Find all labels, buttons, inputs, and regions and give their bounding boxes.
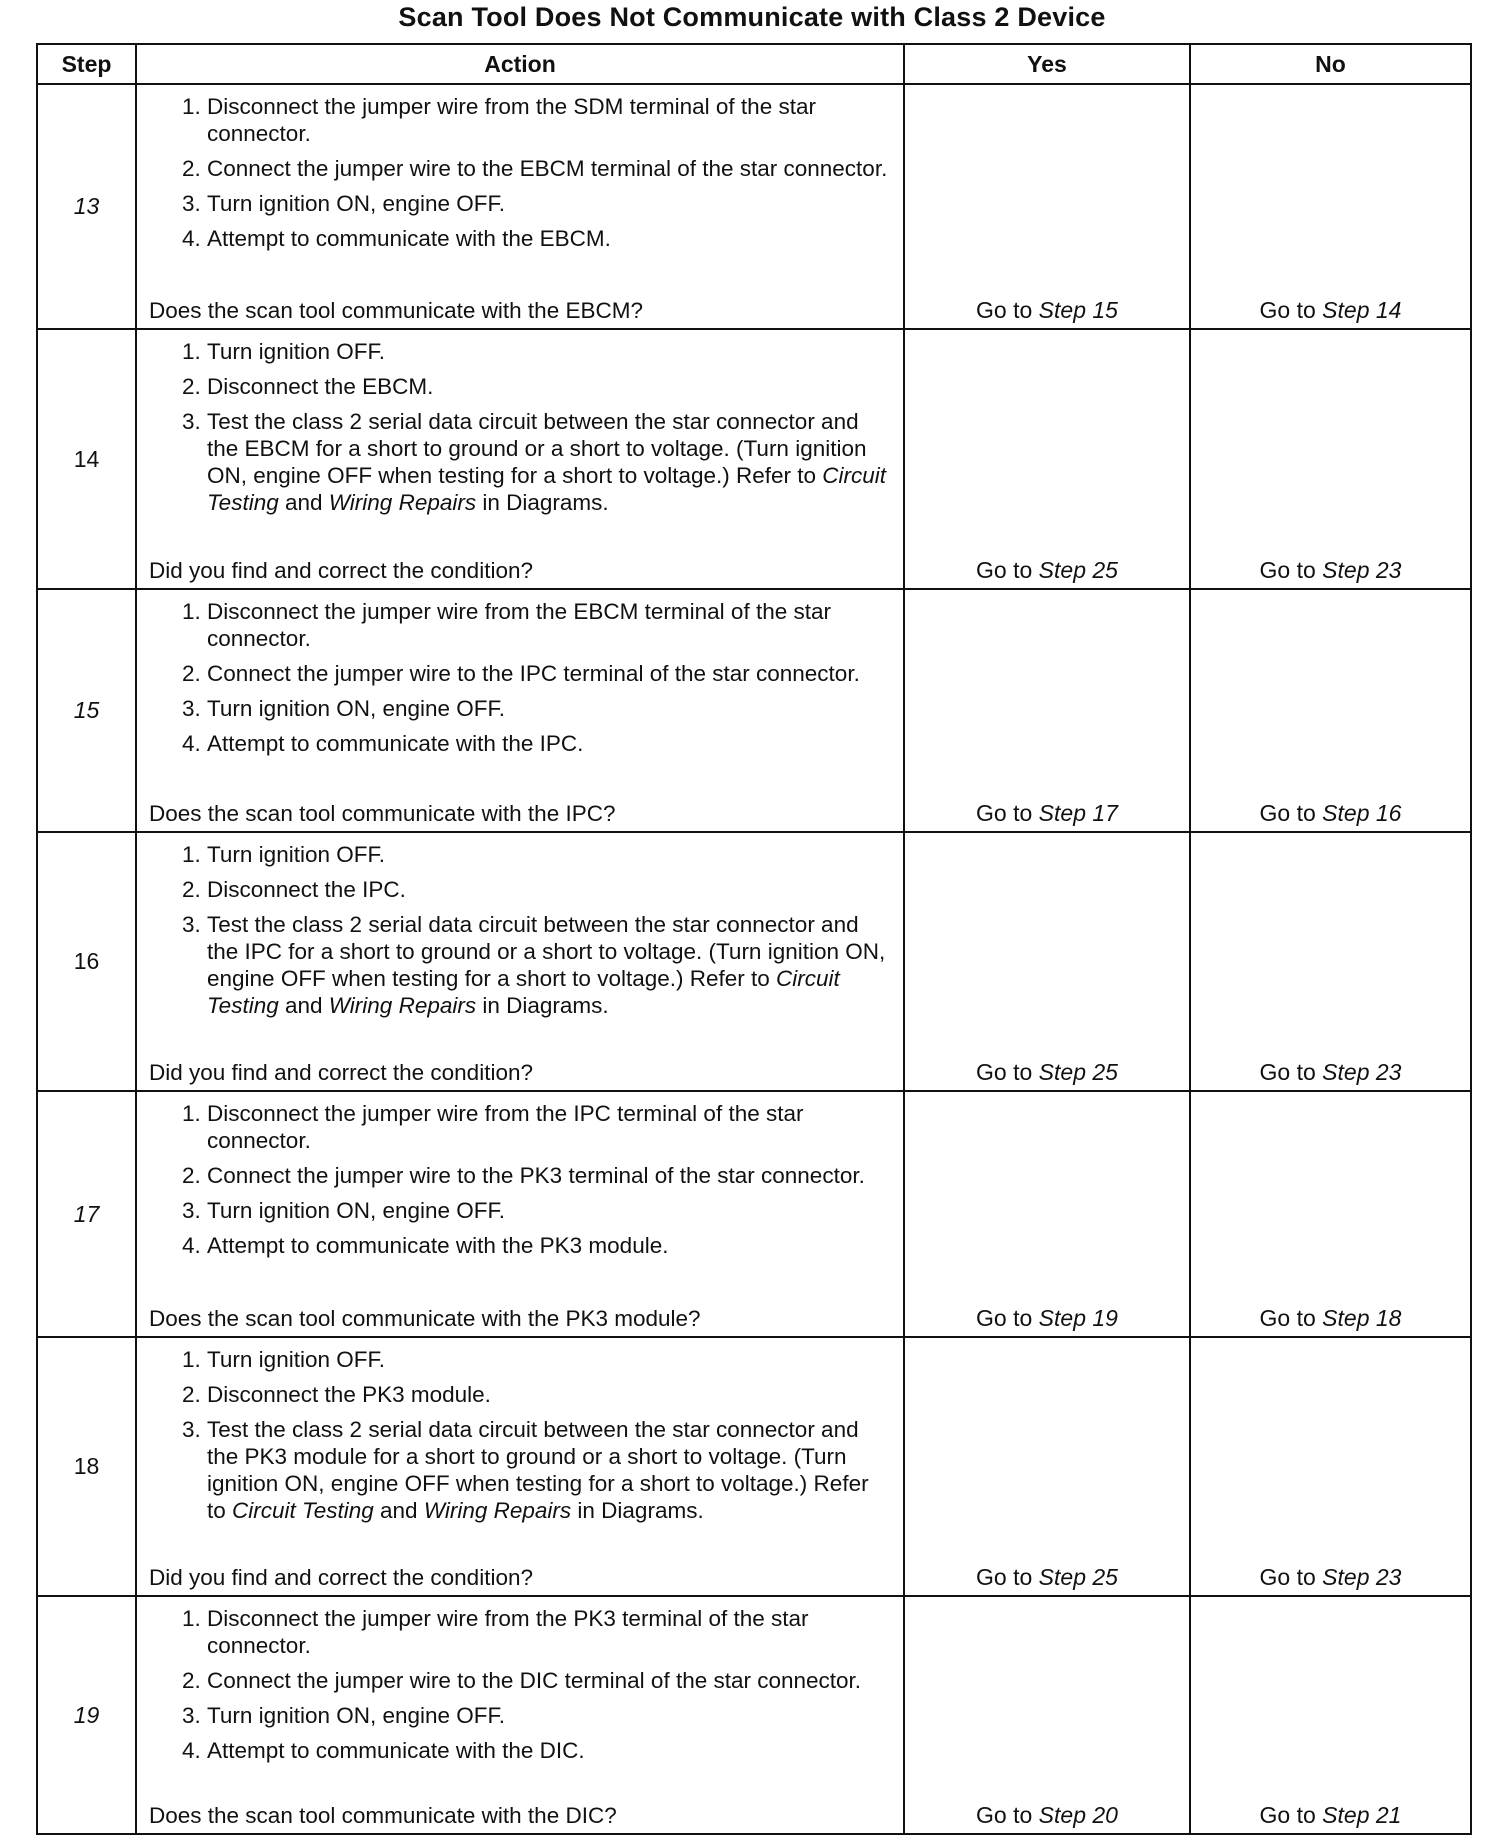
no-result: Go to Step 23 [1190,832,1471,1091]
action-question: Does the scan tool communicate with the EBCM? [149,298,643,323]
action-step: 1. Disconnect the jumper wire from the EBCM terminal of the star connector. [207,598,893,652]
action-cell [136,1596,904,1834]
step-reference: Step 16 [1322,800,1402,826]
step-number: 14 [37,329,136,589]
table-row [37,1337,1471,1596]
action-step: 3. Turn ignition ON, engine OFF. [207,190,893,217]
action-step: 4. Attempt to communicate with the EBCM. [207,225,893,252]
action-steps [149,1605,893,1772]
action-cell [136,329,904,589]
action-step: 1. Disconnect the jumper wire from the PK3 terminal of the star connector. [207,1605,893,1659]
action-question: Does the scan tool communicate with the PK3 module? [149,1306,701,1331]
action-step: 3. Test the class 2 serial data circuit between the star connector and the PK3 module for a short to ground or a short to voltage. (Turn ignition ON, engine OFF when testing for a short to voltage.) Refer to Circuit Testing and Wiring Repairs in Diagrams. [207,1416,893,1524]
step-reference: Step 20 [1038,1802,1118,1828]
action-question: Did you find and correct the condition? [149,558,533,583]
header-no: No [1190,44,1471,84]
step-reference: Step 25 [1038,1564,1118,1590]
no-result: Go to Step 18 [1190,1091,1471,1337]
action-content [137,1338,903,1595]
action-step: 3. Test the class 2 serial data circuit between the star connector and the EBCM for a short to ground or a short to voltage. (Turn ignition ON, engine OFF when testing for a short to voltage.) Refer to Circuit Testing and Wiring Repairs in Diagrams. [207,408,893,516]
step-number: 16 [37,832,136,1091]
action-step: 1. Turn ignition OFF. [207,338,893,365]
step-number: 18 [37,1337,136,1596]
action-cell [136,589,904,832]
action-steps [149,598,893,765]
step-reference: Step 17 [1038,800,1118,826]
step-number: 17 [37,1091,136,1337]
action-content [137,1092,903,1336]
action-steps [149,1346,893,1532]
action-question: Does the scan tool communicate with the IPC? [149,801,616,826]
diagnostic-table [36,43,1472,1835]
yes-result: Go to Step 25 [904,1337,1190,1596]
step-reference: Step 18 [1322,1305,1402,1331]
header-yes: Yes [904,44,1190,84]
action-question: Did you find and correct the condition? [149,1060,533,1085]
header-action: Action [136,44,904,84]
step-reference: Step 19 [1038,1305,1118,1331]
step-number: 19 [37,1596,136,1834]
yes-result: Go to Step 17 [904,589,1190,832]
action-step: 1. Turn ignition OFF. [207,1346,893,1373]
action-step: 4. Attempt to communicate with the IPC. [207,730,893,757]
reference-link-text: Circuit Testing [207,966,840,1018]
action-step: 2. Connect the jumper wire to the EBCM terminal of the star connector. [207,155,893,182]
yes-result: Go to Step 25 [904,832,1190,1091]
action-step: 2. Disconnect the EBCM. [207,373,893,400]
action-question: Did you find and correct the condition? [149,1565,533,1590]
table-row [37,84,1471,329]
step-reference: Step 23 [1322,1564,1402,1590]
action-content [137,833,903,1090]
action-step: 2. Connect the jumper wire to the PK3 terminal of the star connector. [207,1162,893,1189]
yes-result: Go to Step 25 [904,329,1190,589]
reference-link-text: Wiring Repairs [423,1498,572,1523]
action-steps [149,338,893,524]
action-step: 4. Attempt to communicate with the PK3 module. [207,1232,893,1259]
step-number: 13 [37,84,136,329]
step-reference: Step 25 [1038,557,1118,583]
action-cell [136,1337,904,1596]
action-steps [149,93,893,260]
action-step: 1. Disconnect the jumper wire from the SDM terminal of the star connector. [207,93,893,147]
table-row [37,1596,1471,1834]
action-step: 3. Turn ignition ON, engine OFF. [207,695,893,722]
action-cell [136,1091,904,1337]
yes-result: Go to Step 20 [904,1596,1190,1834]
action-content [137,85,903,328]
no-result: Go to Step 16 [1190,589,1471,832]
action-step: 1. Turn ignition OFF. [207,841,893,868]
action-step: 2. Disconnect the PK3 module. [207,1381,893,1408]
step-number: 15 [37,589,136,832]
reference-link-text: Circuit Testing [207,463,887,515]
step-reference: Step 14 [1322,297,1402,323]
action-steps [149,841,893,1027]
page-title: Scan Tool Does Not Communicate with Class 2 Device [398,2,1106,32]
action-step: 2. Connect the jumper wire to the IPC terminal of the star connector. [207,660,893,687]
no-result: Go to Step 23 [1190,1337,1471,1596]
step-reference: Step 15 [1038,297,1118,323]
action-cell [136,832,904,1091]
action-question: Does the scan tool communicate with the DIC? [149,1803,617,1828]
table-row [37,832,1471,1091]
yes-result: Go to Step 15 [904,84,1190,329]
action-content [137,330,903,588]
no-result: Go to Step 14 [1190,84,1471,329]
table-row [37,1091,1471,1337]
action-cell [136,84,904,329]
action-step: 2. Disconnect the IPC. [207,876,893,903]
action-step: 2. Connect the jumper wire to the DIC terminal of the star connector. [207,1667,893,1694]
action-step: 1. Disconnect the jumper wire from the IPC terminal of the star connector. [207,1100,893,1154]
step-reference: Step 25 [1038,1059,1118,1085]
step-reference: Step 23 [1322,557,1402,583]
action-step: 4. Attempt to communicate with the DIC. [207,1737,893,1764]
table-row [37,589,1471,832]
action-step: 3. Turn ignition ON, engine OFF. [207,1702,893,1729]
step-reference: Step 21 [1322,1802,1402,1828]
yes-result: Go to Step 19 [904,1091,1190,1337]
reference-link-text: Circuit Testing [232,1498,374,1523]
step-reference: Step 23 [1322,1059,1402,1085]
action-step: 3. Test the class 2 serial data circuit between the star connector and the IPC for a short to ground or a short to voltage. (Turn ignition ON, engine OFF when testing for a short to voltage.) Refer to Circuit Testing and Wiring Repairs in Diagrams. [207,911,893,1019]
reference-link-text: Wiring Repairs [328,490,477,515]
header-row [37,44,1471,84]
no-result: Go to Step 23 [1190,329,1471,589]
no-result: Go to Step 21 [1190,1596,1471,1834]
reference-link-text: Wiring Repairs [328,993,477,1018]
action-steps [149,1100,893,1267]
action-content [137,590,903,831]
table-row [37,329,1471,589]
header-step: Step [37,44,136,84]
action-content [137,1597,903,1833]
action-step: 3. Turn ignition ON, engine OFF. [207,1197,893,1224]
